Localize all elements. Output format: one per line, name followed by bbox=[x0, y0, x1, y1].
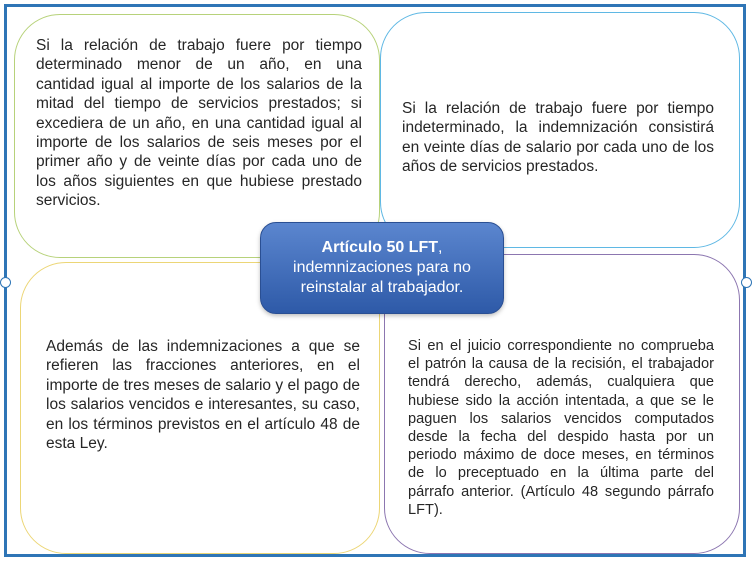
center-title-comma: , bbox=[438, 239, 443, 256]
quadrant-bottom-left-text: Además de las indemnizaciones a que se refieren las fracciones anteriores, en el importe de tres meses de salario y el pago de los salarios vencidos e interesantes, su caso, en los términos previstos en el artículo 48 de esta Ley. bbox=[46, 338, 360, 453]
quadrant-top-left-text: Si la relación de trabajo fuere por tiempo determinado menor de un año, en una cantidad igual al importe de los salarios de la mitad del tiempo de servicios prestados; si excediera de un año, en una cantidad igual al importe de los salarios de seis meses por el primer año y de veinte días por cada uno de los años siguientes en que hubiese prestado servicios. bbox=[36, 37, 362, 210]
center-topic-box bbox=[260, 222, 504, 314]
center-title bbox=[322, 238, 443, 258]
quadrant-bottom-right-text: Si en el juicio correspondiente no comprueba el patrón la causa de la recisión, el trabajador tendrá derecho, además, cualquiera que hubiese sido la acción intentada, a que se le paguen los salarios vencidos computados desde la fecha del despido hasta por un periodo máximo de doce meses, en términos de lo preceptuado en la última parte del párrafo anterior. (Artículo 48 segundo párrafo LFT). bbox=[408, 338, 714, 518]
left-resize-handle[interactable] bbox=[0, 277, 11, 288]
center-title-bold: Artículo 50 LFT bbox=[321, 239, 438, 256]
center-subtitle: indemnizaciones para no reinstalar al trabajador. bbox=[293, 259, 471, 296]
quadrant-top-right-text: Si la relación de trabajo fuere por tiempo indeterminado, la indemnización consistirá en veinte días de salario por cada uno de los años de servicios prestados. bbox=[402, 100, 714, 176]
right-resize-handle[interactable] bbox=[741, 277, 752, 288]
